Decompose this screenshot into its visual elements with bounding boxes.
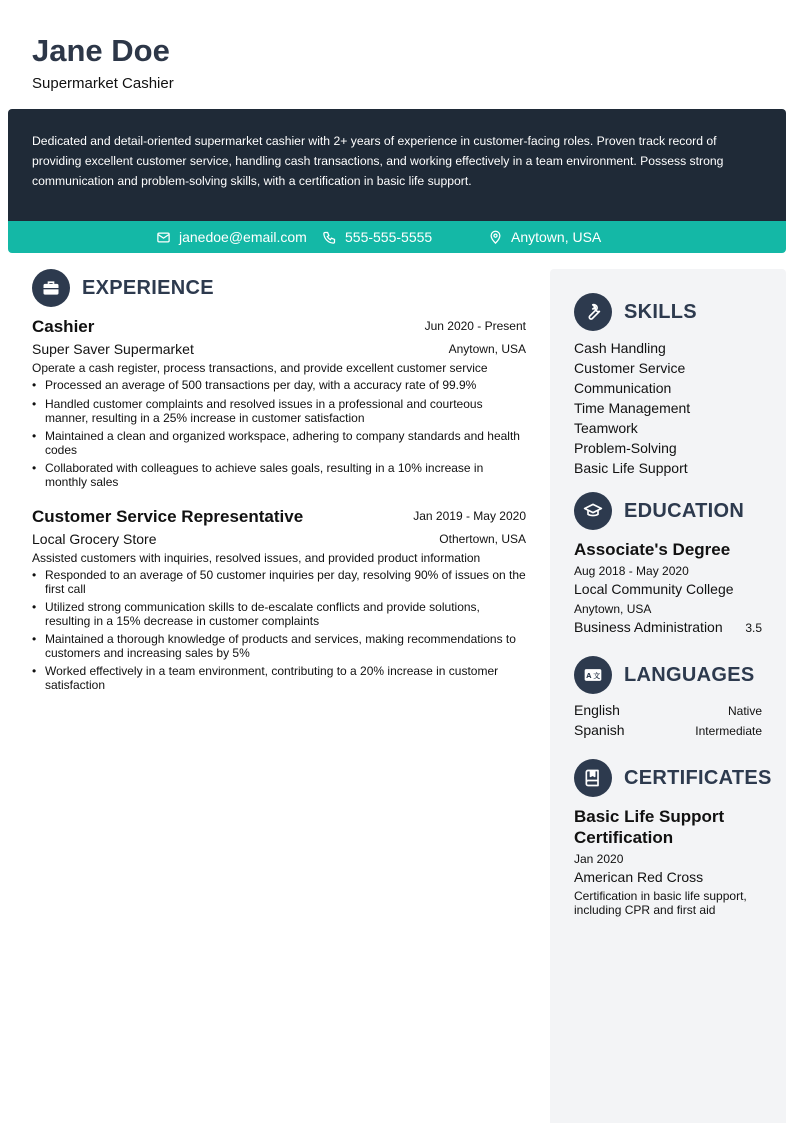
skill-item: Cash Handling: [574, 340, 666, 356]
svg-text:文: 文: [593, 671, 601, 680]
skill-item: Time Management: [574, 400, 691, 416]
certificate-description: Certification in basic life support, including CPR and first aid: [574, 889, 747, 917]
book-icon: [574, 759, 612, 797]
skills-heading: [574, 293, 697, 331]
certificate-issuer: American Red Cross: [574, 869, 704, 885]
list-item: • Worked effectively in a team environment, contributing to a 20% increase in customer satisfaction: [32, 664, 526, 692]
education-dates: Aug 2018 - May 2020: [574, 564, 689, 578]
list-item: • Handled customer complaints and resolved issues in a professional and courteous manner, resulting in a 25% increase in customer satisfaction: [32, 397, 526, 425]
wrench-icon: [574, 293, 612, 331]
certificate-name: Basic Life Support Certification: [574, 807, 725, 847]
list-item: • Utilized strong communication skills to de-escalate conflicts and provide solutions, resulting in a 15% decrease in customer complaints: [32, 600, 526, 628]
contact-email-text: janedoe@email.com: [179, 229, 307, 245]
certificates-title: CERTIFICATES: [624, 766, 772, 789]
languages-title: LANGUAGES: [624, 663, 755, 686]
job-location: Othertown, USA: [439, 532, 526, 546]
job-company: Super Saver Supermarket: [32, 341, 194, 357]
education-gpa: 3.5: [745, 621, 762, 635]
candidate-title: Supermarket Cashier: [32, 75, 174, 92]
list-item: • Maintained a thorough knowledge of products and services, making recommendations to customers and increasing sales by 5%: [32, 632, 526, 660]
language-level: Intermediate: [695, 724, 762, 738]
job-role: Cashier: [32, 317, 95, 336]
skill-item: Teamwork: [574, 420, 638, 436]
mail-icon: [156, 230, 171, 245]
job-description: Operate a cash register, process transactions, and provide excellent customer service: [32, 361, 488, 375]
skills-list: [574, 338, 764, 478]
certificates-heading: [574, 759, 772, 797]
svg-text:A: A: [586, 671, 592, 680]
job-company: Local Grocery Store: [32, 531, 157, 547]
education-title: EDUCATION: [624, 499, 745, 522]
job-bullets: [32, 568, 526, 692]
skill-item: Problem-Solving: [574, 440, 677, 456]
languages-heading: [574, 656, 754, 694]
job-description: Assisted customers with inquiries, resolved issues, and provided product information: [32, 551, 481, 565]
candidate-name: Jane Doe: [32, 33, 170, 68]
experience-heading: [32, 269, 214, 307]
list-item: • Responded to an average of 50 customer inquiries per day, resolving 90% of issues on the first call: [32, 568, 526, 596]
job-dates: Jun 2020 - Present: [424, 319, 526, 333]
list-item: • Collaborated with colleagues to achieve sales goals, resulting in a 10% increase in monthly sales: [32, 461, 526, 489]
skills-title: SKILLS: [624, 300, 697, 323]
list-item: • Maintained a clean and organized workspace, adhering to company standards and health codes: [32, 429, 526, 457]
job-dates: Jan 2019 - May 2020: [413, 509, 526, 523]
certificate-date: Jan 2020: [574, 852, 624, 866]
job-bullets: [32, 378, 526, 489]
list-item: • Processed an average of 500 transactions per day, with a accuracy rate of 99.9%: [32, 378, 526, 392]
contact-phone[interactable]: [322, 221, 432, 253]
contact-email[interactable]: [156, 221, 307, 253]
map-pin-icon: [488, 230, 503, 245]
summary-panel: [8, 109, 786, 221]
contact-bar: [8, 221, 786, 253]
education-location: Anytown, USA: [574, 602, 652, 616]
translate-icon: [574, 656, 612, 694]
language-name: English: [574, 702, 620, 718]
skill-item: Customer Service: [574, 360, 686, 376]
contact-location-text: Anytown, USA: [511, 229, 602, 245]
summary-text: Dedicated and detail-oriented supermarket cashier with 2+ years of experience in customer-facing roles. Proven track record of providing excellent customer service, handling cash transactions, and working effectively in a team environment. Possess strong communication and problem-solving skills, with a certification in basic life support.: [32, 134, 724, 188]
briefcase-icon: [32, 269, 70, 307]
contact-location: [488, 221, 601, 253]
skill-item: Communication: [574, 380, 672, 396]
experience-title: EXPERIENCE: [82, 276, 214, 299]
contact-phone-text: 555-555-5555: [345, 229, 433, 245]
phone-icon: [322, 230, 337, 245]
language-level: Native: [727, 704, 762, 718]
job-location: Anytown, USA: [448, 342, 526, 356]
education-degree: Associate's Degree: [574, 540, 731, 559]
education-field: Business Administration: [574, 619, 723, 635]
skill-item: Basic Life Support: [574, 460, 688, 476]
education-heading: [574, 492, 744, 530]
graduation-cap-icon: [574, 492, 612, 530]
language-name: Spanish: [574, 722, 625, 738]
job-role: Customer Service Representative: [32, 507, 304, 526]
education-school: Local Community College: [574, 581, 734, 597]
